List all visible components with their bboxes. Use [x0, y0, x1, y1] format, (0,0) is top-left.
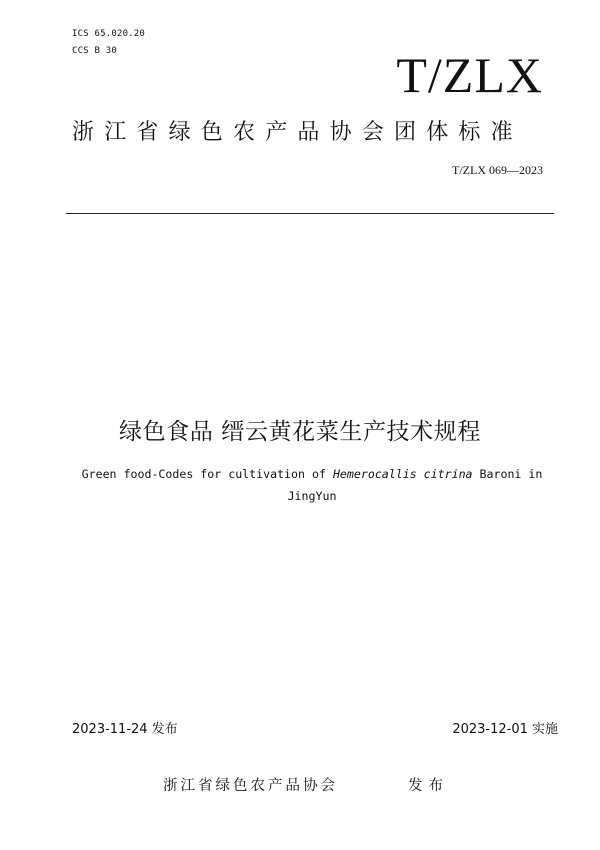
standard-number: T/ZLX 069—2023	[452, 163, 543, 177]
ccs-code: CCS B 30	[72, 46, 117, 56]
organization-standard-title: 浙江省绿色农产品协会团体标准	[72, 120, 523, 145]
implementation-date: 2023-12-01 实施	[452, 722, 558, 737]
publication-date: 2023-11-24 发布	[72, 722, 178, 737]
issuing-organization: 浙江省绿色农产品协会	[163, 778, 338, 794]
standard-logo: T/ZLX	[396, 47, 543, 103]
title-english-suffix: Baroni in JingYun	[287, 467, 543, 503]
title-english-prefix: Green food-Codes for cultivation of	[81, 467, 326, 481]
title-english-species: Hemerocallis citrina	[332, 467, 473, 481]
issue-label: 发布	[408, 778, 449, 794]
header-divider	[66, 213, 554, 214]
ics-code: ICS 65.020.20	[72, 29, 146, 39]
document-title-english	[72, 463, 552, 507]
document-title-chinese: 绿色食品 缙云黄花菜生产技术规程	[119, 419, 481, 445]
